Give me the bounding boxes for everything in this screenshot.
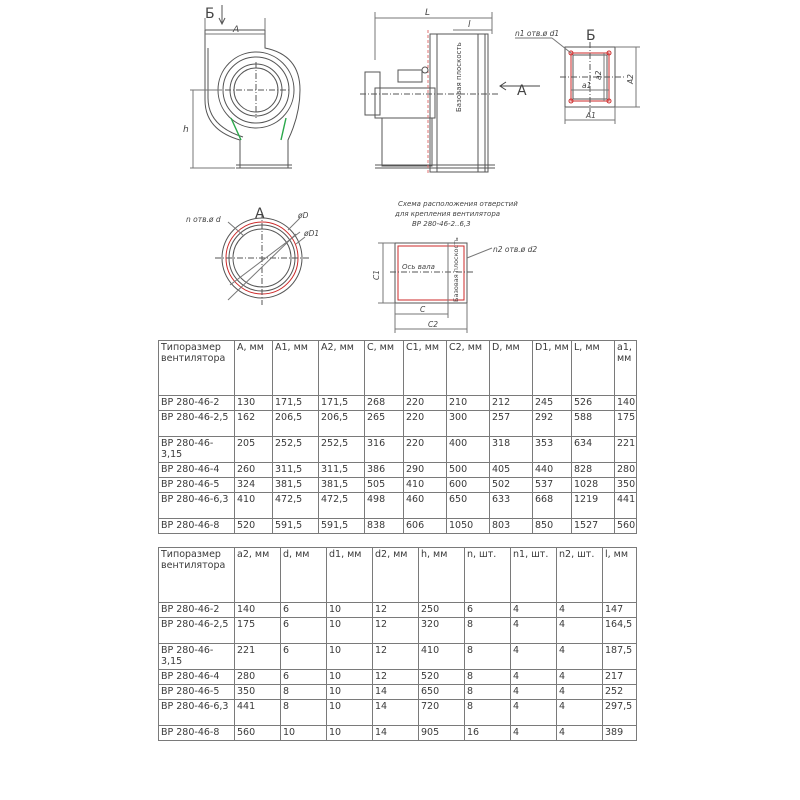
table-cell: 828 [572,463,615,478]
dimension-D-label: øD [298,211,309,220]
table-cell: 10 [327,644,373,670]
table-cell: 10 [327,618,373,644]
table-cell: 4 [557,670,603,685]
header-cell: A2, мм [319,341,365,396]
table-cell: 472,5 [319,493,365,519]
header-cell: l, мм [603,548,637,603]
table-cell: 130 [235,396,273,411]
table-cell: 905 [419,726,465,741]
scheme-title-line2: для крепления вентилятора [395,210,501,218]
view-b-marker: Б [205,6,215,22]
header-cell: C, мм [365,341,404,396]
table-cell: 8 [465,618,511,644]
table-cell: 606 [404,519,447,534]
table-header-row [159,341,637,396]
table-cell: 10 [281,726,327,741]
table-cell: 4 [557,644,603,670]
table-cell: 280 [235,670,281,685]
dimension-D1-label: øD1 [304,229,320,238]
dimension-C2-label: C2 [428,320,439,329]
table-cell: 175 [615,411,637,437]
table-cell: 4 [557,685,603,700]
table-row [159,644,637,670]
table-cell: 6 [281,644,327,670]
table-cell: 4 [511,685,557,700]
table-cell: 245 [533,396,572,411]
header-cell: C2, мм [447,341,490,396]
table-cell: 210 [447,396,490,411]
header-cell: A, мм [235,341,273,396]
table-cell: 1028 [572,478,615,493]
shaft-axis-label: Ось вала [402,263,435,271]
table-cell: ВР 280-46-5 [159,478,235,493]
table-cell: 588 [572,411,615,437]
table-cell: 162 [235,411,273,437]
table-cell: 171,5 [319,396,365,411]
header-cell: Типоразмер вентилятора [159,341,235,396]
table-cell: 140 [235,603,281,618]
table-cell: 4 [511,670,557,685]
base-plane-side-label: Базовая плоскость [455,42,463,112]
table-cell: ВР 280-46-8 [159,726,235,741]
table-cell: 4 [511,603,557,618]
holes-n1-d1-label: n1 отв.ø d1 [515,29,560,38]
header-cell: d2, мм [373,548,419,603]
table-cell: ВР 280-46-2 [159,396,235,411]
header-cell: Типоразмер вентилятора [159,548,235,603]
table-cell: 265 [365,411,404,437]
table-row [159,726,637,741]
table-cell: 8 [465,700,511,726]
table-cell: 311,5 [273,463,319,478]
table-cell: ВР 280-46-4 [159,670,235,685]
table-cell: 6 [281,670,327,685]
table-cell: 634 [572,437,615,463]
table-cell: 290 [404,463,447,478]
table-cell: 324 [235,478,273,493]
table-cell: 381,5 [319,478,365,493]
table-cell: 10 [327,726,373,741]
table-cell: 316 [365,437,404,463]
table-cell: ВР 280-46-2,5 [159,618,235,644]
table-cell: 526 [572,396,615,411]
table-cell: 8 [465,644,511,670]
table-cell: 260 [235,463,273,478]
header-cell: a2, мм [235,548,281,603]
table-cell: 250 [419,603,465,618]
table-row [159,519,637,534]
table-cell: 212 [490,396,533,411]
table-cell: 171,5 [273,396,319,411]
table-cell: ВР 280-46-6,3 [159,493,235,519]
table-cell: 498 [365,493,404,519]
table-cell: 6 [465,603,511,618]
table-cell: 460 [404,493,447,519]
table-cell: 297,5 [603,700,637,726]
scheme-title-line3: ВР 280-46-2..6,3 [412,220,471,228]
table-cell: 389 [603,726,637,741]
table-cell: 560 [235,726,281,741]
table-row [159,685,637,700]
table-row [159,700,637,726]
table-cell: 268 [365,396,404,411]
table-cell: ВР 280-46-6,3 [159,700,235,726]
table-row [159,396,637,411]
table-row [159,618,637,644]
view-a [215,212,310,305]
table-cell: 633 [490,493,533,519]
table-cell: ВР 280-46-5 [159,685,235,700]
header-cell: n1, шт. [511,548,557,603]
table-cell: 410 [235,493,273,519]
table-cell: ВР 280-46-2 [159,603,235,618]
base-plane-scheme-label: Базовая плоскость [452,237,460,302]
table-cell: 650 [419,685,465,700]
table-cell: 537 [533,478,572,493]
table-row [159,603,637,618]
table-cell: 4 [557,700,603,726]
table-cell: 187,5 [603,644,637,670]
table-cell: 14 [373,700,419,726]
dimension-A-label: A [233,25,240,35]
table-cell: 803 [490,519,533,534]
table-cell: 472,5 [273,493,319,519]
table-row [159,493,637,519]
front-view [190,5,300,168]
table-cell: 175 [235,618,281,644]
table-cell: 12 [373,670,419,685]
table-cell: 10 [327,670,373,685]
table-cell: 6 [281,618,327,644]
table-cell: 8 [281,685,327,700]
table-cell: 386 [365,463,404,478]
table-cell: 10 [327,603,373,618]
table-cell: 520 [235,519,273,534]
table-row [159,463,637,478]
scheme-title-line1: Схема расположения отверстий [398,200,518,208]
table-cell: 400 [447,437,490,463]
table-cell: 4 [511,618,557,644]
table-row [159,411,637,437]
dimensions-table-2 [158,547,637,741]
table-cell: 500 [447,463,490,478]
fan-technical-drawing [0,0,800,340]
table-cell: 1050 [447,519,490,534]
table-row [159,437,637,463]
table-cell: ВР 280-46-3,15 [159,437,235,463]
table-cell: 300 [447,411,490,437]
table-cell: 252,5 [273,437,319,463]
table-cell: 520 [419,670,465,685]
dimension-A2-label: A2 [626,74,635,84]
table-cell: 850 [533,519,572,534]
table-cell: 12 [373,618,419,644]
table-cell: 220 [404,396,447,411]
side-view [360,12,540,175]
table-cell: 405 [490,463,533,478]
table-cell: 252 [603,685,637,700]
table-cell: 4 [557,603,603,618]
table-cell: 10 [327,685,373,700]
table-cell: 311,5 [319,463,365,478]
dimension-C-label: C [420,305,426,314]
table-cell: 441 [235,700,281,726]
table-cell: 410 [404,478,447,493]
table-cell: 8 [281,700,327,726]
table-cell: 14 [373,726,419,741]
dimensions-table-1 [158,340,637,534]
table-cell: 221 [235,644,281,670]
table-cell: 252,5 [319,437,365,463]
table-cell: 8 [465,685,511,700]
view-b-title: Б [586,28,596,44]
dimension-A1-label: A1 [586,111,596,120]
table-cell: 318 [490,437,533,463]
header-cell: h, мм [419,548,465,603]
table-cell: 668 [533,493,572,519]
table-cell: 4 [511,644,557,670]
header-cell: d1, мм [327,548,373,603]
table-cell: 220 [404,437,447,463]
table-cell: 1219 [572,493,615,519]
table-cell: 217 [603,670,637,685]
table-cell: 8 [465,670,511,685]
header-cell: D, мм [490,341,533,396]
table-cell: 12 [373,603,419,618]
table-cell: 350 [615,478,637,493]
view-b [515,38,640,124]
header-cell: n2, шт. [557,548,603,603]
table-cell: 560 [615,519,637,534]
table-cell: 381,5 [273,478,319,493]
table-cell: 6 [281,603,327,618]
table-cell: 10 [327,700,373,726]
table-cell: ВР 280-46-3,15 [159,644,235,670]
table-cell: 4 [557,618,603,644]
header-cell: a1, мм [615,341,637,396]
table-cell: 140 [615,396,637,411]
table-cell: 16 [465,726,511,741]
view-a-arrow-label: A [517,83,527,99]
table-cell: 441 [615,493,637,519]
dimension-h-label: h [183,125,189,135]
table-cell: 720 [419,700,465,726]
header-cell: C1, мм [404,341,447,396]
table-cell: 4 [557,726,603,741]
table-cell: 350 [235,685,281,700]
dimension-a2-label: a2 [594,70,603,80]
table-cell: 206,5 [319,411,365,437]
table-cell: 505 [365,478,404,493]
header-cell: n, шт. [465,548,511,603]
table-cell: 257 [490,411,533,437]
dimension-C1-label: C1 [372,269,381,280]
table-cell: ВР 280-46-2,5 [159,411,235,437]
table-cell: 440 [533,463,572,478]
table-cell: 353 [533,437,572,463]
table-cell: ВР 280-46-4 [159,463,235,478]
table-cell: 4 [511,700,557,726]
header-cell: A1, мм [273,341,319,396]
holes-n-d-label: n отв.ø d [186,215,221,224]
table-cell: 838 [365,519,404,534]
table-cell: 4 [511,726,557,741]
table-cell: 147 [603,603,637,618]
table-cell: 280 [615,463,637,478]
dimension-l-label: l [468,20,471,30]
table-cell: 292 [533,411,572,437]
header-cell: d, мм [281,548,327,603]
table-cell: 205 [235,437,273,463]
table-cell: 600 [447,478,490,493]
dimension-L-label: L [425,8,431,18]
table-cell: 12 [373,644,419,670]
table-cell: 591,5 [319,519,365,534]
table-cell: 221 [615,437,637,463]
table-cell: 410 [419,644,465,670]
table-row [159,670,637,685]
header-cell: L, мм [572,341,615,396]
table-cell: 502 [490,478,533,493]
table-cell: ВР 280-46-8 [159,519,235,534]
table-cell: 164,5 [603,618,637,644]
table-cell: 1527 [572,519,615,534]
view-a-title: A [255,206,265,222]
header-cell: D1, мм [533,341,572,396]
table-header-row [159,548,637,603]
table-cell: 591,5 [273,519,319,534]
table-cell: 320 [419,618,465,644]
table-cell: 14 [373,685,419,700]
dimension-a1-label: a1 [582,81,592,90]
table-row [159,478,637,493]
holes-n2-d2-label: n2 отв.ø d2 [493,245,538,254]
table-cell: 206,5 [273,411,319,437]
table-cell: 650 [447,493,490,519]
table-cell: 220 [404,411,447,437]
